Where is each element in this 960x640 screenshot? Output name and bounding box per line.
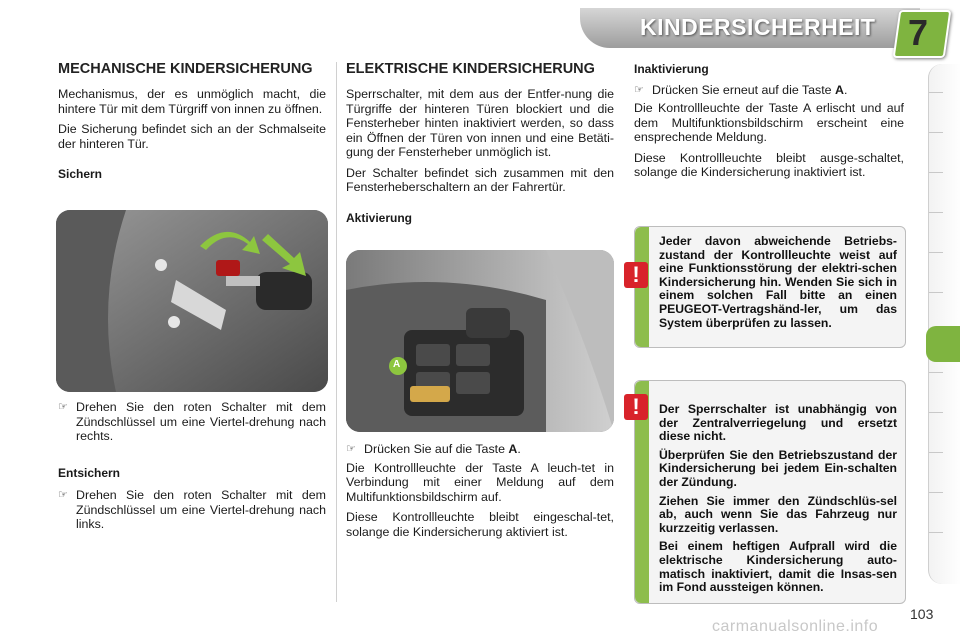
pointing-hand-icon: ☞ [58,401,68,413]
activate-indicator-note: Diese Kontrollleuchte bleibt eingeschal-tet, solange die Kindersicherung aktiviert ist. [346,510,614,539]
electric-location: Der Schalter befindet sich zusammen mit den Fensterheberschaltern an der Fahrertür. [346,165,614,194]
left-column [58,62,326,190]
active-chapter-tab[interactable] [926,326,960,362]
warning-safety-text: Der Sperrschalter ist unabhängig von der Zentralverriegelung und ersetzt diese nicht. Überprüfen Sie den Betriebszustand der Kindersicherung bei jedem Ein-schalten der Zündung. Ziehen Sie immer den Zündschlüs-sel ab, auch wenn Sie das Fahrzeug nur kurzzeitig verlassen. Bei einem heftigen Aufprall wird die elektrische Kindersicherung auto-matisch inaktiviert, damit die Insas-sen im Fond aussteigen können. [659,402,897,595]
electric-intro: Sperrschalter, mit dem aus der Entfer-nung die Türgriffe der hinteren Türen blockiert und die Fensterheber hinten inaktiviert werden, so dass ein Öffnen der Türen von innen und eine Betäti-gung der Fensterheber unmöglich ist. [346,87,614,159]
deactivate-indicator-text: Die Kontrollleuchte der Taste A erlischt und auf dem Multifunktionsbildschirm erscheint eine ensprechende Meldung. [634,101,904,144]
page-title: KINDERSICHERHEIT [640,14,876,40]
middle-column-lower [346,442,614,545]
deactivate-indicator-note: Diese Kontrollleuchte bleibt ausge-schaltet, solange die Kindersicherung inaktiviert ist. [634,150,904,179]
tab-divider [929,252,943,253]
secure-heading: Sichern [58,167,103,181]
tab-divider [929,452,943,453]
section-title-electric: ELEKTRISCHE KINDERSICHERUNG [346,61,595,77]
secure-step: ☞ Drehen Sie den roten Schalter mit dem Zündschlüssel um eine Viertel-drehung nach rechts. [58,400,326,443]
activate-step: ☞ Drücken Sie auf die Taste A. [346,442,521,456]
tab-divider [929,92,943,93]
pointing-hand-icon: ☞ [346,443,356,455]
tab-divider [929,212,943,213]
tab-divider [929,372,943,373]
right-column [634,62,904,186]
deactivate-step: ☞ Drücken Sie erneut auf die Taste A. [634,82,848,97]
column-divider [336,62,337,602]
tab-divider [929,412,943,413]
door-lock-photo [56,210,328,392]
warning-icon: ! [624,262,648,288]
unsecure-step: ☞ Drehen Sie den roten Schalter mit dem Zündschlüssel um eine Viertel-drehung nach links. [58,488,326,531]
warning-malfunction-text: Jeder davon abweichende Betriebs-zustand der Kontrollleuchte weist auf eine Funktionsstörung der elektri-schen Kindersicherung hin. Wenden Sie sich in einem solchen Fall bitte an einen PEUGEOT-Vertragshänd-ler, um das System überprüfen zu lassen. [659,234,897,330]
mechanical-intro: Mechanismus, der es unmöglich macht, die hintere Tür mit dem Türgriff von innen zu öffnen. [58,87,326,116]
tab-divider [929,132,943,133]
tab-divider [929,532,943,533]
pointing-hand-icon: ☞ [634,83,644,96]
window-switch-photo [346,250,614,432]
section-title-mechanical: MECHANISCHE KINDERSICHERUNG [58,61,313,77]
tab-divider [929,172,943,173]
middle-column [346,62,614,233]
page-number: 103 [910,606,934,622]
watermark: carmanualsonline.info [712,618,879,635]
warning-icon: ! [624,394,648,420]
left-column-lower [58,400,326,532]
activate-heading: Aktivierung [346,210,413,225]
chapter-number: 7 [908,12,929,53]
tab-divider [929,292,943,293]
tab-divider [929,492,943,493]
warning-box-malfunction [634,226,906,348]
warning-box-safety [634,380,906,604]
deactivate-heading: Inaktivierung [634,62,709,76]
activate-indicator-text: Die Kontrollleuchte der Taste A leuch-tet in Verbindung mit einer Meldung auf dem Multifunktionsbildschirm auf. [346,460,614,504]
chapter-tab-strip[interactable] [928,64,960,584]
photo-label-a: A [393,359,401,370]
unsecure-heading: Entsichern [58,465,121,480]
mechanical-location: Die Sicherung befindet sich an der Schmalseite der hinteren Tür. [58,122,326,151]
pointing-hand-icon: ☞ [58,489,68,501]
